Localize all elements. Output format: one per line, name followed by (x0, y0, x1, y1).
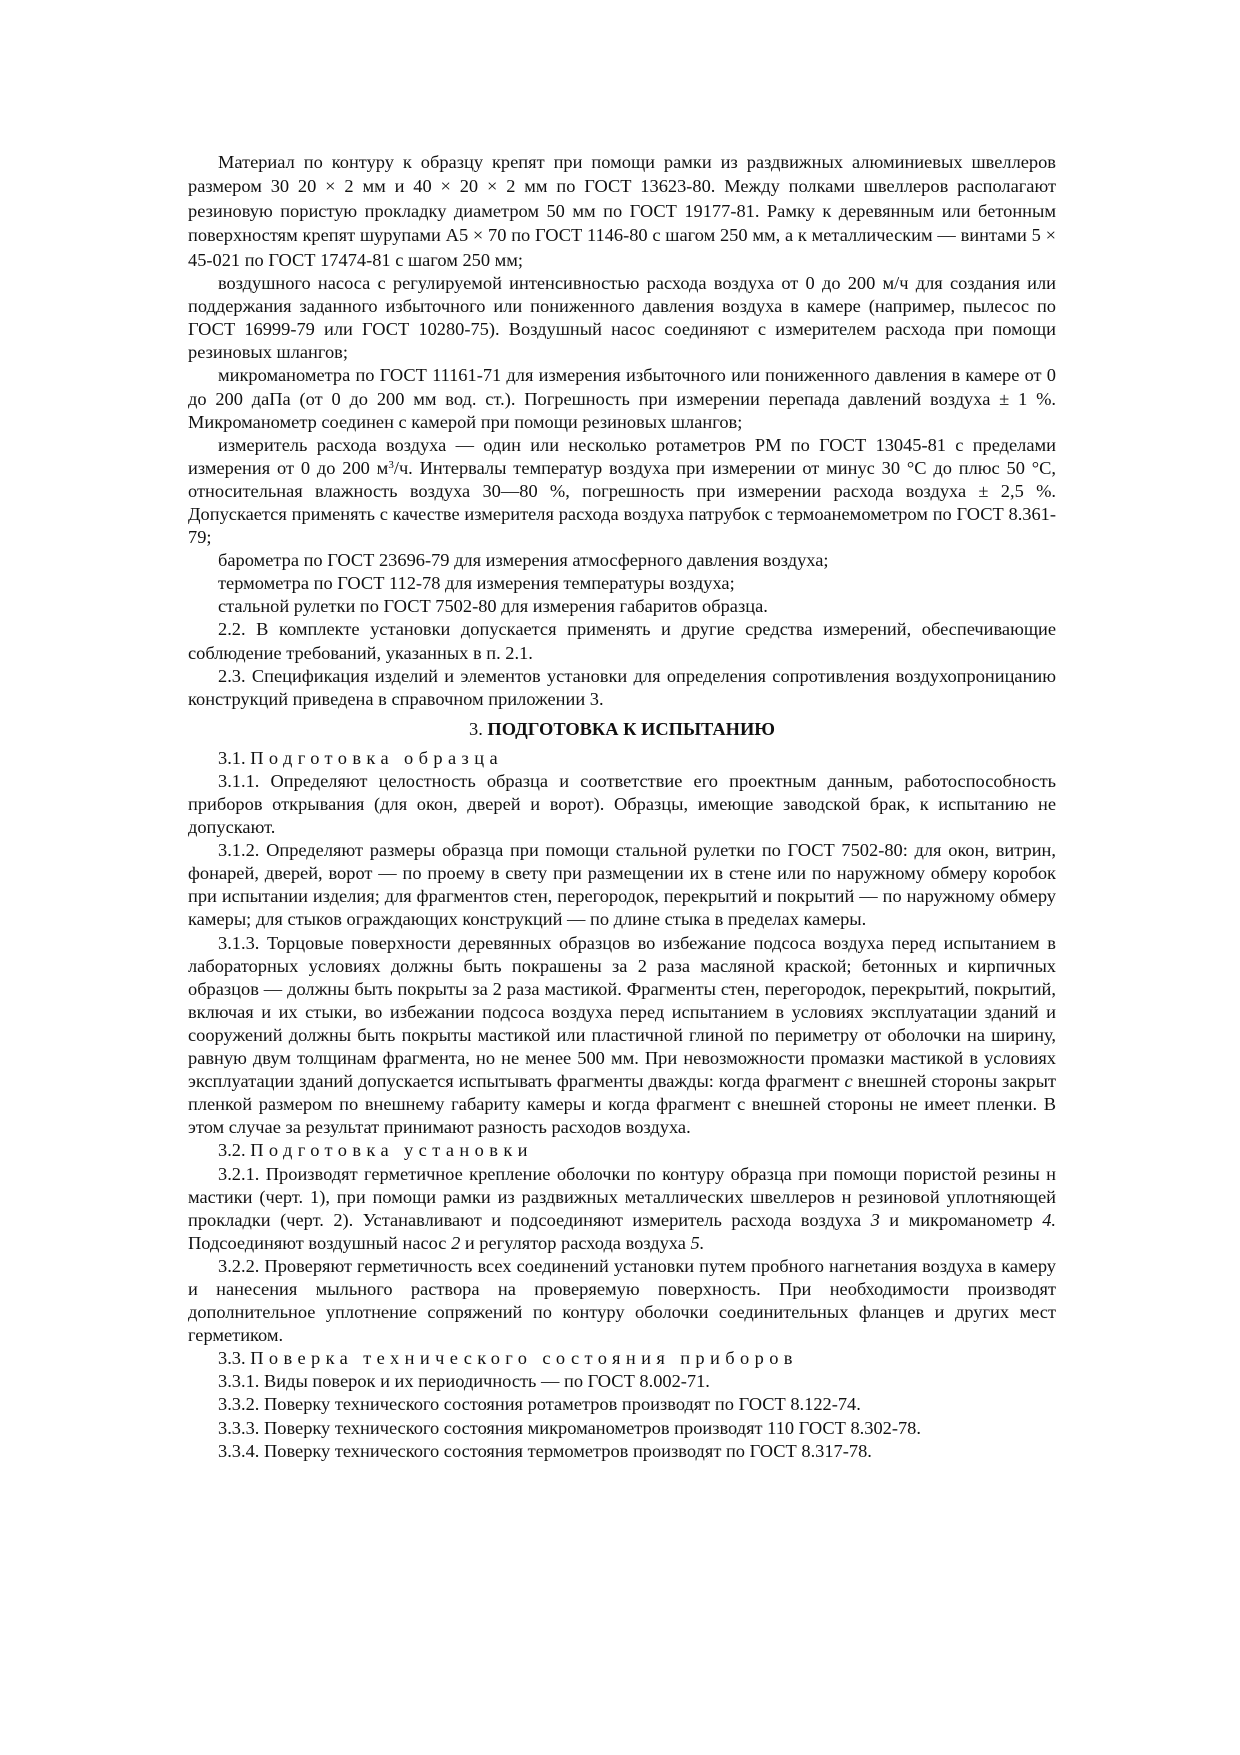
flow-meter-text-1: измеритель расхода воздуха — один или несколько ротаметров РМ по ГОСТ 13045-81 с пределами измерения от 0 до 200 м (188, 434, 1056, 478)
paragraph-3-2-2: 3.2.2. Проверяют герметичность всех соединений установки путем пробного нагнетания воздуха в камеру и нанесения мыльного раствора на проверяемую поверхность. При необходимости производят дополнительное уплотнение сопряжений по контуру оболочки соединительных фланцев и других мест герметиком. (188, 1255, 1056, 1346)
paragraph-tape-measure: стальной рулетки по ГОСТ 7502-80 для измерения габаритов образца. (218, 596, 768, 617)
paragraph-2-2: 2.2. В комплекте установки допускается применять и другие средства измерений, обеспечивающие соблюдение требований, указанных в п. 2.1. (188, 619, 1056, 663)
paragraph-micromanometer: микроманометра по ГОСТ 11161-71 для измерения избыточного или пониженного давления в камере от 0 до 200 даПа (от 0 до 200 мм вод. ст.). Погрешность при измерении перепада давлений воздуха ± 1 %. Микроманометр соединен с камерой при помощи резиновых шлангов; (188, 365, 1056, 432)
paragraph-3-2-1-text-4: и регулятор расхода воздуха (460, 1232, 691, 1253)
subsection-title: Подготовка образца (250, 747, 504, 768)
ref-air-pump-number: 2 (451, 1232, 461, 1253)
italic-c: с (844, 1071, 853, 1092)
paragraph-3-1-3-text-1: 3.1.3. Торцовые поверхности деревянных образцов во избежание подсоса воздуха перед испытанием в лабораторных условиях должны быть покрашены за 2 раза масляной краской; бетонных и кирпичных образцов — должны быть покрыты за 2 раза мастикой. Фрагменты стен, перегородок, перекрытий, покрытий, включая и их стыки, во избежании подсоса воздуха перед испытанием в условиях эксплуатации зданий и сооружений должны быть покрыты мастикой или пластичной глиной по периметру от оболочки на ширину, равную двум толщинам фрагмента, но не менее 500 мм. При невозможности промазки мастикой в условиях эксплуатации зданий допускается испытывать фрагменты дважды: когда фрагмент (188, 932, 1056, 1092)
subsection-title: Поверка технического состояния приборов (250, 1348, 798, 1369)
paragraph-barometer: барометра по ГОСТ 23696-79 для измерения атмосферного давления воздуха; (218, 550, 829, 571)
document-page (188, 150, 1056, 1463)
subsection-number: 3.1. (218, 747, 246, 768)
paragraph-2-3: 2.3. Спецификация изделий и элементов установки для определения сопротивления воздухопроницанию конструкций приведена в справочном приложении 3. (188, 665, 1056, 709)
paragraph-3-3-4: 3.3.4. Поверку технического состояния термометров производят по ГОСТ 8.317-78. (218, 1440, 872, 1461)
paragraph-air-pump: воздушного насоса с регулируемой интенсивностью расхода воздуха от 0 до 200 м/ч для создания или поддержания заданного избыточного или пониженного давления воздуха в камере (например, пылесос по ГОСТ 16999-79 или ГОСТ 10280-75). Воздушный насос соединяют с измерителем расхода при помощи резиновых шлангов; (188, 273, 1056, 363)
subsection-heading-3-1 (188, 747, 1056, 770)
section-number: 3. (469, 718, 483, 739)
paragraph-3-2-1-text-3: Подсоединяют воздушный насос (188, 1232, 452, 1253)
paragraph-3-3-1: 3.3.1. Виды поверок и их периодичность — по ГОСТ 8.002-71. (218, 1371, 710, 1392)
paragraph-3-3-3: 3.3.3. Поверку технического состояния микроманометров производят 110 ГОСТ 8.302-78. (218, 1417, 921, 1438)
paragraph-3-1-2: 3.1.2. Определяют размеры образца при помощи стальной рулетки по ГОСТ 7502-80: для окон, витрин, фонарей, дверей, ворот — по проему в свету при размещении их в стене или по наружному обмеру коробок при испытании изделия; для фрагментов стен, перегородок, перекрытий и покрытий — по наружному обмеру камеры; для стыков ограждающих конструкций — по длине стыка в пределах камеры. (188, 840, 1056, 930)
paragraph-flow-meter (188, 434, 1056, 549)
section-title: ПОДГОТОВКА К ИСПЫТАНИЮ (487, 718, 775, 739)
ref-regulator-number: 5. (690, 1232, 705, 1253)
subsection-number: 3.3. (218, 1348, 246, 1369)
paragraph-3-2-1-text-1: 3.2.1. Производят герметичное крепление оболочки по контуру образца при помощи пористой резины н мастики (черт. 1), при помощи рамки из раздвижных металлических швеллеров н резиновой уплотняющей прокладки (черт. 2). Устанавливают и подсоединяют измеритель расхода воздуха (188, 1163, 1056, 1230)
paragraph-3-1-3 (188, 932, 1056, 1140)
paragraph-3-1-3-text-2: внешней стороны закрыт пленкой размером по внешнему габариту камеры и когда фрагмент с внешней стороны не имеет пленки. В этом случае за результат принимают разность расходов воздуха. (188, 1071, 1057, 1138)
subsection-heading-3-2 (188, 1139, 1056, 1162)
paragraph-3-3-2: 3.3.2. Поверку технического состояния ротаметров производят по ГОСТ 8.122-74. (218, 1394, 861, 1415)
section-heading-3 (188, 717, 1056, 742)
paragraph-3-1-1: 3.1.1. Определяют целостность образца и соответствие его проектным данным, работоспособность приборов открывания (для окон, дверей и ворот). Образцы, имеющие заводской брак, к испытанию не допускают. (188, 770, 1056, 838)
paragraph-thermometer: термометра по ГОСТ 112-78 для измерения температуры воздуха; (218, 573, 735, 594)
cubic-superscript: 3 (388, 458, 394, 471)
subsection-heading-3-3 (188, 1347, 1056, 1370)
ref-micromanometer-number: 4. (1042, 1209, 1056, 1230)
flow-meter-text-2: /ч. Интервалы температур воздуха при измерении от минус 30 °С до плюс 50 °С, относительная влажность воздуха 30—80 %, погрешность при измерении расхода воздуха ± 2,5 %. Допускается применять с качестве измерителя расхода воздуха патрубок с термоанемометром по ГОСТ 8.361-79; (188, 457, 1056, 548)
paragraph-3-2-1 (188, 1163, 1056, 1255)
paragraph-frame-mounting: Материал по контуру к образцу крепят при помощи рамки из раздвижных алюминиевых швеллеров размером 30 20 × 2 мм и 40 × 20 × 2 мм по ГОСТ 13623-80. Между полками швеллеров располагают резиновую пористую прокладку диаметром 50 мм по ГОСТ 19177-81. Рамку к деревянным или бетонным поверхностям крепят шурупами А5 × 70 по ГОСТ 1146-80 с шагом 250 мм, а к металлическим — винтами 5 × 45-021 по ГОСТ 17474-81 с шагом 250 мм; (188, 152, 1056, 270)
ref-flow-meter-number: 3 (870, 1209, 880, 1230)
paragraph-3-2-1-text-2: и микроманометр (879, 1209, 1043, 1230)
subsection-number: 3.2. (218, 1140, 246, 1161)
subsection-title: Подготовка установки (250, 1140, 533, 1161)
